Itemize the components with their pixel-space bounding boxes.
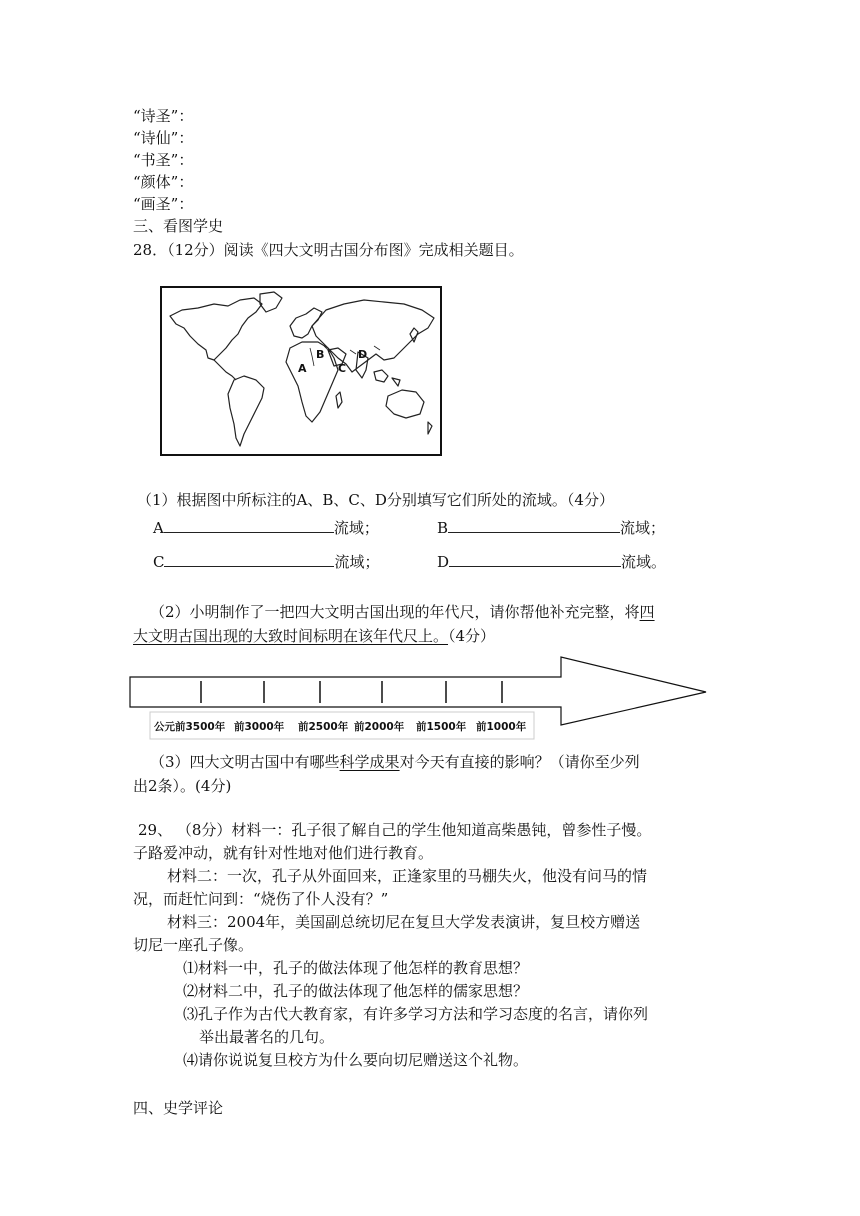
q28-part2-line1 — [150, 602, 655, 622]
timeline-label-2500: 前2500年 — [298, 721, 349, 733]
world-map — [160, 286, 442, 456]
q28-title: 28．（12分）阅读《四大文明古国分布图》完成相关题目。 — [133, 241, 524, 259]
timeline-label-2000: 前2000年 — [354, 721, 405, 733]
intro-line-4: “颜体”： — [133, 173, 194, 191]
fill-row-c — [153, 552, 380, 572]
q29-line2: 子路爱冲动，就有针对性地对他们进行教育。 — [133, 844, 434, 862]
map-label-a: A — [298, 362, 307, 375]
part2-underlined-start: 四 — [639, 603, 655, 621]
fill-suffix-b: 流域； — [620, 519, 666, 537]
intro-line-2: “诗仙”： — [133, 129, 194, 147]
fill-row-d — [437, 552, 666, 572]
fill-suffix-c: 流域； — [334, 553, 380, 571]
intro-line-5: “画圣”： — [133, 195, 194, 213]
q29-line3: 材料二：一次，孔子从外面回来，正逢家里的马棚失火，他没有问马的情 — [167, 867, 648, 885]
blank-b[interactable] — [448, 518, 620, 533]
fill-suffix-a: 流域； — [333, 519, 379, 537]
timeline-label-3500: 公元前3500年 — [154, 721, 226, 733]
intro-line-3: “书圣”： — [133, 151, 194, 169]
blank-a[interactable] — [164, 518, 334, 533]
timeline-label-3000: 前3000年 — [234, 721, 285, 733]
q29-line6: 切尼一座孔子像。 — [133, 936, 254, 954]
time-ruler-arrow — [128, 655, 712, 741]
intro-line-1: “诗圣”： — [133, 107, 194, 125]
q29-question-3: ⑶孔子作为古代大教育家，有许多学习方法和学习态度的名言，请你列 — [183, 1005, 649, 1023]
part3-underlined: 科学成果 — [339, 753, 400, 771]
timeline-label-1500: 前1500年 — [416, 721, 467, 733]
part3-text-b: 对今天有直接的影响？（请你至少列 — [399, 753, 640, 771]
section4-title: 四、史学评论 — [133, 1099, 224, 1117]
part2-points: （4分） — [448, 627, 496, 645]
map-label-c: C — [338, 362, 347, 375]
time-ruler — [128, 655, 712, 741]
fill-row-a — [153, 518, 379, 538]
q29-line4: 况，而赶忙问到：“烧伤了仆人没有？” — [133, 890, 389, 908]
q29-line1: 29、 （8分）材料一：孔子很了解自己的学生他知道高柴愚钝，曾参性子慢。 — [138, 821, 652, 839]
blank-c[interactable] — [164, 552, 334, 567]
q29-question-3-cont: 举出最著名的几句。 — [199, 1028, 335, 1046]
q29-line5: 材料三：2004年，美国副总统切尼在复旦大学发表演讲，复旦校方赠送 — [167, 913, 641, 931]
q29-question-4: ⑷请你说说复旦校方为什么要向切尼赠送这个礼物。 — [183, 1051, 529, 1069]
section3-title: 三、看图学史 — [133, 217, 224, 235]
map-label-d: D — [358, 348, 368, 361]
fill-letter-c: C — [153, 553, 165, 571]
q29-question-2: ⑵材料二中，孔子的做法体现了他怎样的儒家思想？ — [183, 982, 529, 1000]
q28-part3-line2: 出2条）。(4分) — [133, 777, 232, 795]
fill-letter-d: D — [437, 553, 450, 571]
fill-suffix-d: 流域。 — [621, 553, 667, 571]
q29-question-1: ⑴材料一中，孔子的做法体现了他怎样的教育思想？ — [183, 959, 529, 977]
blank-d[interactable] — [449, 552, 621, 567]
fill-row-b — [437, 518, 665, 538]
part3-text-a: （3）四大文明古国中有哪些 — [150, 753, 340, 771]
part2-underlined-rest: 大文明古国出现的大致时间标明在该年代尺上。 — [133, 627, 449, 645]
q28-part1-prompt: （1）根据图中所标注的A、B、C、D分别填写它们所处的流域。（4分） — [137, 491, 614, 509]
world-map-outline — [162, 288, 440, 454]
q28-part2-line2 — [133, 626, 495, 646]
part2-text: （2）小明制作了一把四大文明古国出现的年代尺，请你帮他补充完整，将 — [150, 603, 640, 621]
map-label-b: B — [316, 348, 325, 361]
fill-letter-a: A — [153, 519, 164, 537]
fill-letter-b: B — [437, 519, 449, 537]
timeline-label-1000: 前1000年 — [476, 721, 527, 733]
q28-part3-line1 — [150, 752, 640, 772]
